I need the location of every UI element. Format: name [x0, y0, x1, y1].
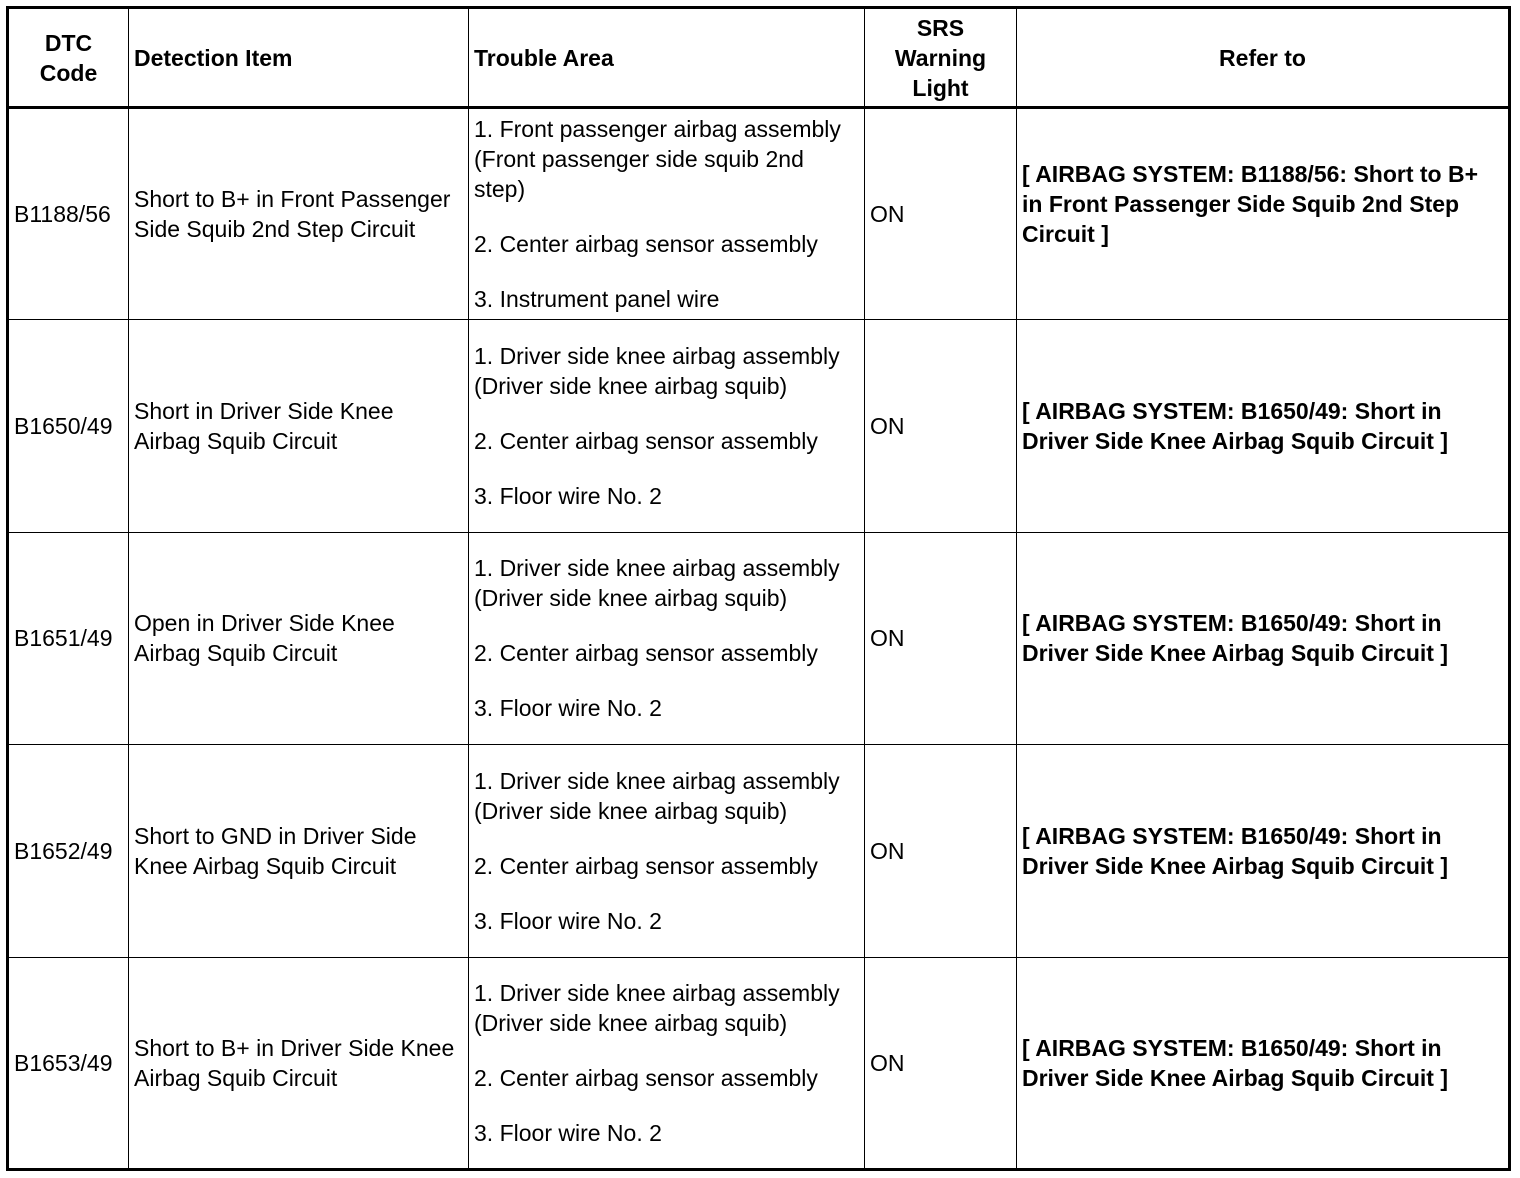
refer-link[interactable]: [ AIRBAG SYSTEM: B1188/56: Short to B+ in Front Passenger Side Squib 2nd Step Circuit ] — [1022, 161, 1479, 248]
trouble-area-item: 3. Floor wire No. 2 — [474, 907, 662, 934]
trouble-area-item: 3. Instrument panel wire — [474, 286, 720, 313]
trouble-area-item: 3. Floor wire No. 2 — [474, 695, 662, 722]
trouble-area-item: 2. Center airbag sensor assembly — [474, 1064, 818, 1091]
refer-link[interactable]: [ AIRBAG SYSTEM: B1650/49: Short in Driver Side Knee Airbag Squib Circuit ] — [1022, 398, 1449, 455]
dtc-table — [6, 6, 1511, 1171]
header-trouble-area: Trouble Area — [469, 8, 865, 108]
dtc-code-cell: B1188/56 — [8, 108, 129, 320]
refer-to-cell — [1017, 320, 1510, 532]
table-header — [8, 8, 1510, 108]
refer-link[interactable]: [ AIRBAG SYSTEM: B1650/49: Short in Driver Side Knee Airbag Squib Circuit ] — [1022, 1034, 1449, 1091]
table-row — [8, 320, 1510, 532]
table-row — [8, 957, 1510, 1169]
trouble-area-item: 3. Floor wire No. 2 — [474, 483, 662, 510]
trouble-area-cell — [469, 957, 865, 1169]
trouble-area-item: 1. Driver side knee airbag assembly (Driver side knee airbag squib) — [474, 343, 840, 400]
srs-warning-light-cell: ON — [865, 532, 1017, 744]
dtc-code-cell: B1650/49 — [8, 320, 129, 532]
header-refer-to: Refer to — [1017, 8, 1510, 108]
detection-item-cell: Short to B+ in Driver Side Knee Airbag Squib Circuit — [129, 957, 469, 1169]
header-row — [8, 8, 1510, 108]
srs-warning-light-cell: ON — [865, 745, 1017, 957]
header-dtc-code: DTC Code — [8, 8, 129, 108]
dtc-code-cell: B1652/49 — [8, 745, 129, 957]
table-row — [8, 108, 1510, 320]
refer-link[interactable]: [ AIRBAG SYSTEM: B1650/49: Short in Driver Side Knee Airbag Squib Circuit ] — [1022, 822, 1449, 879]
trouble-area-cell — [469, 320, 865, 532]
srs-warning-light-cell: ON — [865, 957, 1017, 1169]
header-srs-warning-light: SRS Warning Light — [865, 8, 1017, 108]
trouble-area-item: 2. Center airbag sensor assembly — [474, 428, 818, 455]
refer-link[interactable]: [ AIRBAG SYSTEM: B1650/49: Short in Driver Side Knee Airbag Squib Circuit ] — [1022, 610, 1449, 667]
header-detection-item: Detection Item — [129, 8, 469, 108]
detection-item-cell: Short in Driver Side Knee Airbag Squib Circuit — [129, 320, 469, 532]
refer-to-cell — [1017, 532, 1510, 744]
detection-item-cell: Short to B+ in Front Passenger Side Squib 2nd Step Circuit — [129, 108, 469, 320]
trouble-area-item: 1. Driver side knee airbag assembly (Driver side knee airbag squib) — [474, 979, 840, 1036]
srs-warning-light-cell: ON — [865, 320, 1017, 532]
trouble-area-item: 3. Floor wire No. 2 — [474, 1119, 662, 1146]
dtc-code-cell: B1651/49 — [8, 532, 129, 744]
trouble-area-item: 2. Center airbag sensor assembly — [474, 231, 818, 258]
refer-to-cell — [1017, 745, 1510, 957]
trouble-area-cell — [469, 108, 865, 320]
trouble-area-item: 1. Driver side knee airbag assembly (Driver side knee airbag squib) — [474, 555, 840, 612]
detection-item-cell: Open in Driver Side Knee Airbag Squib Circuit — [129, 532, 469, 744]
refer-to-cell — [1017, 957, 1510, 1169]
trouble-area-item: 1. Driver side knee airbag assembly (Driver side knee airbag squib) — [474, 767, 840, 824]
trouble-area-cell — [469, 745, 865, 957]
trouble-area-item: 2. Center airbag sensor assembly — [474, 852, 818, 879]
trouble-area-cell — [469, 532, 865, 744]
detection-item-cell: Short to GND in Driver Side Knee Airbag Squib Circuit — [129, 745, 469, 957]
trouble-area-item: 2. Center airbag sensor assembly — [474, 640, 818, 667]
trouble-area-item: 1. Front passenger airbag assembly (Front passenger side squib 2nd step) — [474, 116, 841, 203]
table-row — [8, 745, 1510, 957]
refer-to-cell — [1017, 108, 1510, 320]
dtc-code-cell: B1653/49 — [8, 957, 129, 1169]
table-row — [8, 532, 1510, 744]
table-body — [8, 108, 1510, 1170]
srs-warning-light-cell: ON — [865, 108, 1017, 320]
